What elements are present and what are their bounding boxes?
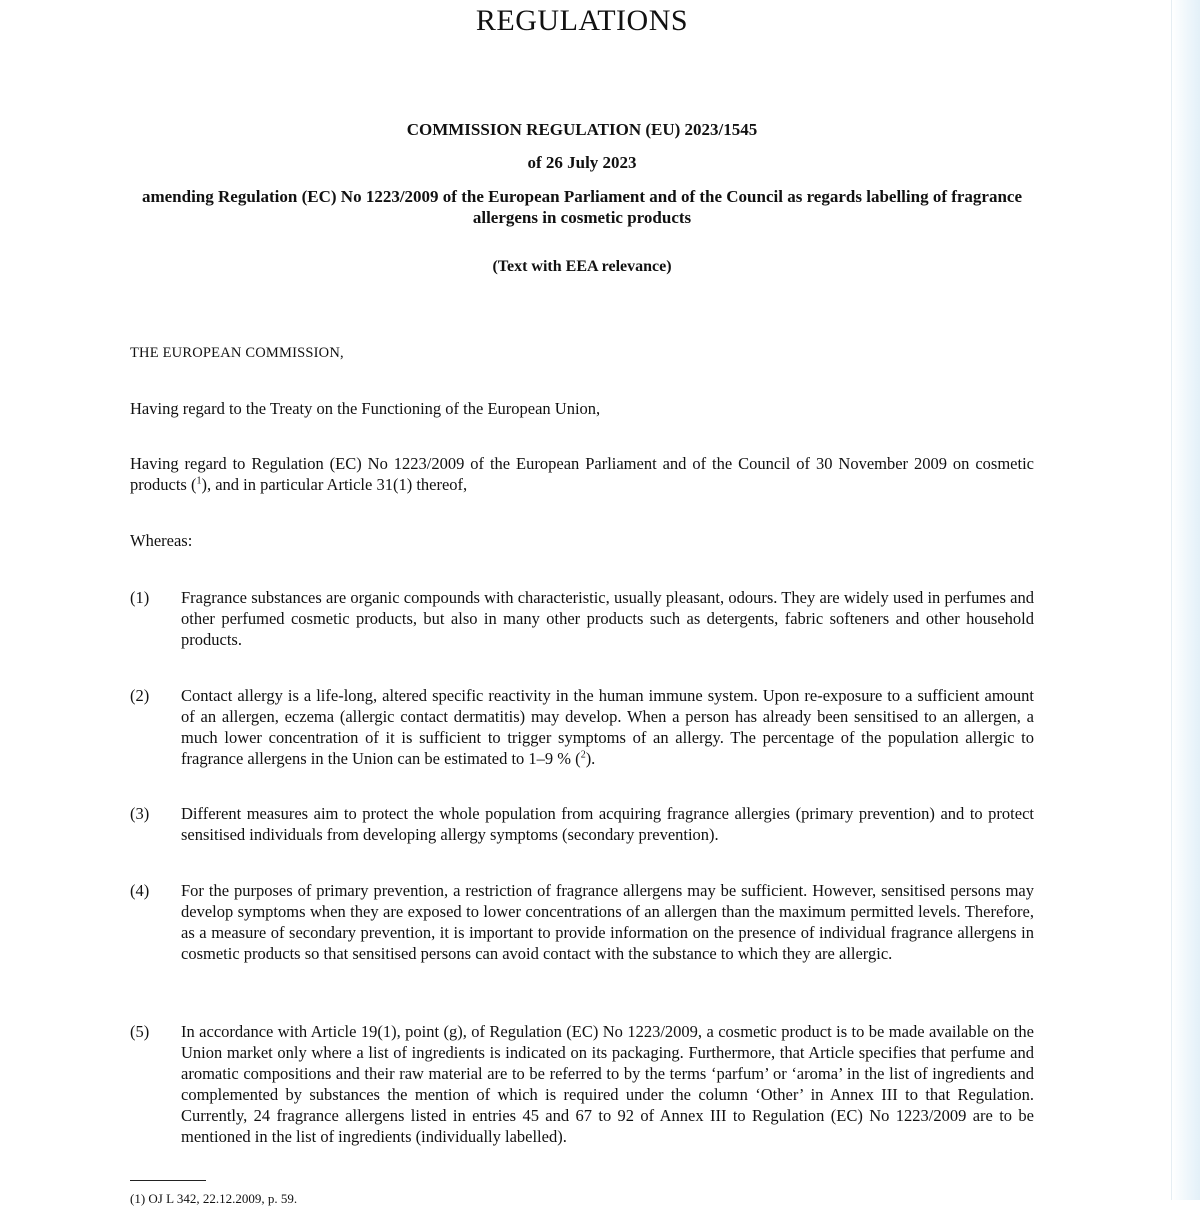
whereas-label: Whereas:	[130, 531, 193, 550]
recital-text-end: ).	[585, 749, 596, 768]
regulation-reference-text: Having regard to Regulation (EC) No 1223/2009 of the European Parliament and of the Council of 30 November 2009 on cosmetic products (	[130, 454, 1034, 494]
regulation-reference-text-end: ), and in particular Article 31(1) thereof,	[201, 475, 468, 494]
recital-text-block	[181, 685, 1034, 769]
eea-relevance: (Text with EEA relevance)	[492, 258, 672, 275]
recital-number: (3)	[130, 804, 150, 823]
preamble-regulation-reference	[130, 453, 1034, 495]
recital-number: (1)	[130, 588, 150, 607]
recital-text: Fragrance substances are organic compounds with characteristic, usually pleasant, odours. They are widely used in perfumes and other perfumed cosmetic products, but also in many other products such as detergents, fabric softeners and other household products.	[181, 588, 1034, 649]
footnote-ref-2[interactable]: 2	[580, 749, 586, 761]
regulation-number: COMMISSION REGULATION (EU) 2023/1545	[406, 120, 758, 139]
footnote-1	[130, 1191, 297, 1207]
footnote-text: OJ L 342, 22.12.2009, p. 59.	[148, 1191, 298, 1206]
recital-text: In accordance with Article 19(1), point (g), of Regulation (EC) No 1223/2009, a cosmetic product is to be made available on the Union market only where a list of ingredients is indicated on its packaging. Furthermore, that Article specifies that perfume and aromatic compositions and their raw material are to be referred to by the terms ‘parfum’ or ‘aroma’ in the list of ingredients and complemented by substances the mention of which is required under the column ‘Other’ in Annex III to that Regulation. Currently, 24 fragrance allergens listed in entries 45 and 67 to 92 of Annex III to Regulation (EC) No 1223/2009 are to be mentioned in the list of ingredients (individually labelled).	[181, 1022, 1034, 1146]
footnote-ref-1[interactable]: 1	[196, 475, 202, 487]
footnote-separator	[130, 1180, 206, 1181]
recital-5	[130, 1021, 1034, 1147]
recital-1	[130, 587, 1034, 650]
recital-3	[130, 803, 1034, 845]
recital-number: (4)	[130, 881, 150, 900]
section-title: REGULATIONS	[475, 4, 689, 37]
recital-text: Contact allergy is a life-long, altered specific reactivity in the human immune system. Upon re-exposure to a sufficient amount of an allergen, eczema (allergic contact dermatitis) may develop. When a person has already been sensitised to an allergen, a much lower concentration of it is sufficient to trigger symptoms of an allergy. The percentage of the population allergic to fragrance allergens in the Union can be estimated to 1–9 % (	[181, 686, 1034, 768]
recital-text: For the purposes of primary prevention, a restriction of fragrance allergens may be sufficient. However, sensitised persons may develop symptoms when they are exposed to lower concentrations of an allergen than the maximum permitted levels. Therefore, as a measure of secondary prevention, it is important to provide information on the presence of individual fragrance allergens in cosmetic products so that sensitised persons can avoid contact with the substance to which they are allergic.	[181, 881, 1034, 963]
page-edge-shadow	[1171, 0, 1200, 1200]
footnote-marker: (1)	[130, 1191, 146, 1206]
recital-2	[130, 685, 1034, 769]
preamble-commission: THE EUROPEAN COMMISSION,	[130, 345, 344, 361]
regulation-date: of 26 July 2023	[527, 153, 637, 172]
preamble-treaty: Having regard to the Treaty on the Functioning of the European Union,	[130, 399, 601, 418]
recital-text: Different measures aim to protect the whole population from acquiring fragrance allergies (primary prevention) and to protect sensitised individuals from developing allergy symptoms (secondary prevention).	[181, 804, 1034, 844]
regulation-subject: amending Regulation (EC) No 1223/2009 of the European Parliament and of the Council as regards labelling of fragrance allergens in cosmetic products	[141, 187, 1023, 227]
recital-4	[130, 880, 1034, 964]
recital-number: (5)	[130, 1022, 150, 1041]
recital-number: (2)	[130, 686, 150, 705]
